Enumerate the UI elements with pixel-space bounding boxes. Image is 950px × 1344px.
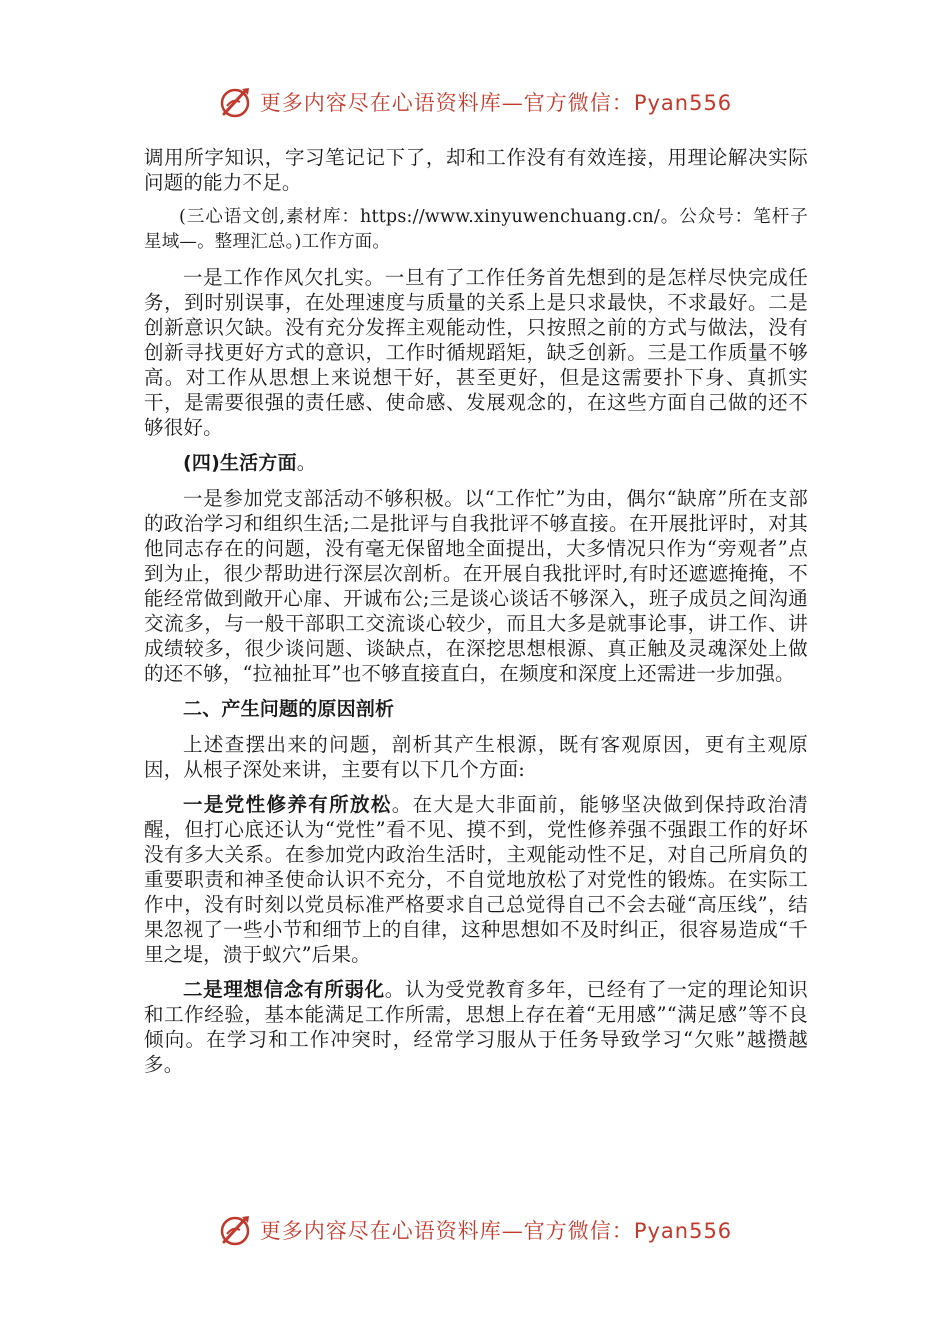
paragraph: 上述查摆出来的问题，剖析其产生根源，既有客观原因，更有主观原因，从根子深处来讲，主要有以下几个方面: bbox=[144, 733, 808, 781]
lead-phrase: 一是党性修养有所放松 bbox=[183, 793, 392, 816]
section-heading-life: (四)生活方面。 bbox=[183, 451, 317, 474]
paragraph: 调用所字知识，字习笔记记下了，却和工作没有有效连接，用理论解决实际问题的能力不足。 bbox=[144, 146, 808, 194]
footer-wechat-id: Pyan556 bbox=[633, 1219, 733, 1243]
pen-logo-icon bbox=[218, 1212, 254, 1248]
section-heading-cause: 二、产生问题的原因剖析 bbox=[183, 698, 395, 720]
paragraph: 一是党性修养有所放松。在大是大非面前，能够坚决做到保持政治清醒，但打心底还认为“党性”看不见、摸不到，党性修养强不强跟工作的好坏没有多大关系。在参加党内政治生活时，主观能动性不足，对自己所肩负的重要职责和神圣使命认识不充分，不自觉地放松了对党性的锻炼。在实际工作中，没有时刻以党员标准严格要求自己总觉得自己不会去碰“高压线”，结果忽视了一些小节和细节上的自律，这种思想如不及时纠正，很容易造成“千里之堤，溃于蚁穴”后果。 bbox=[144, 793, 808, 966]
lead-phrase: 二是理想信念有所弱化 bbox=[183, 978, 385, 1001]
footer-banner-text: 更多内容尽在心语资料库—官方微信：Pyan556 bbox=[259, 1219, 733, 1243]
pen-logo-icon bbox=[218, 84, 254, 120]
paragraph: 二是理想信念有所弱化。认为受党教育多年，已经有了一定的理论知识和工作经验，基本能满足工作所需，思想上存在着“无用感”“满足感”等不良倾向。在学习和工作冲突时，经常学习服从于任务导致学习“欠账”越攒越多。 bbox=[144, 978, 808, 1076]
document-body bbox=[144, 145, 808, 1087]
paragraph: 一是工作作风欠扎实。一旦有了工作任务首先想到的是怎样尽快完成任务，到时别误事，在处理速度与质量的关系上是只求最快，不求最好。二是创新意识欠缺。没有充分发挥主观能动性，只按照之前的方式与做法，没有创新寻找更好方式的意识，工作时循规蹈矩，缺乏创新。三是工作质量不够高。对工作从思想上来说想干好，甚至更好，但是这需要扑下身、真抓实干，是需要很强的责任感、使命感、发展观念的，在这些方面自己做的还不够很好。 bbox=[144, 266, 808, 439]
header-banner bbox=[0, 82, 950, 122]
footer-banner bbox=[0, 1210, 950, 1250]
source-note-paragraph: (三心语文创,素材库：https://www.xinyuwenchuang.cn/。公众号：笔杆子星域—。整理汇总。)工作方面。 bbox=[144, 207, 808, 252]
paragraph: 一是参加党支部活动不够积极。以“工作忙”为由，偶尔“缺席”所在支部的政治学习和组织生活;二是批评与自我批评不够直接。在开展批评时，对其他同志存在的问题，没有毫无保留地全面提出，大多情况只作为“旁观者”点到为止，很少帮助进行深层次剖析。在开展自我批评时,有时还遮遮掩掩，不能经常做到敞开心扉、开诚布公;三是谈心谈话不够深入，班子成员之间沟通交流多，与一般干部职工交流谈心较少，而且大多是就事论事，讲工作、讲成绩较多，很少谈问题、谈缺点，在深挖思想根源、真正触及灵魂深处上做的还不够，“拉袖扯耳”也不够直接直白，在频度和深度上还需进一步加强。 bbox=[144, 487, 808, 685]
header-banner-text: 更多内容尽在心语资料库—官方微信：Pyan556 bbox=[259, 91, 733, 115]
header-wechat-id: Pyan556 bbox=[633, 91, 733, 115]
